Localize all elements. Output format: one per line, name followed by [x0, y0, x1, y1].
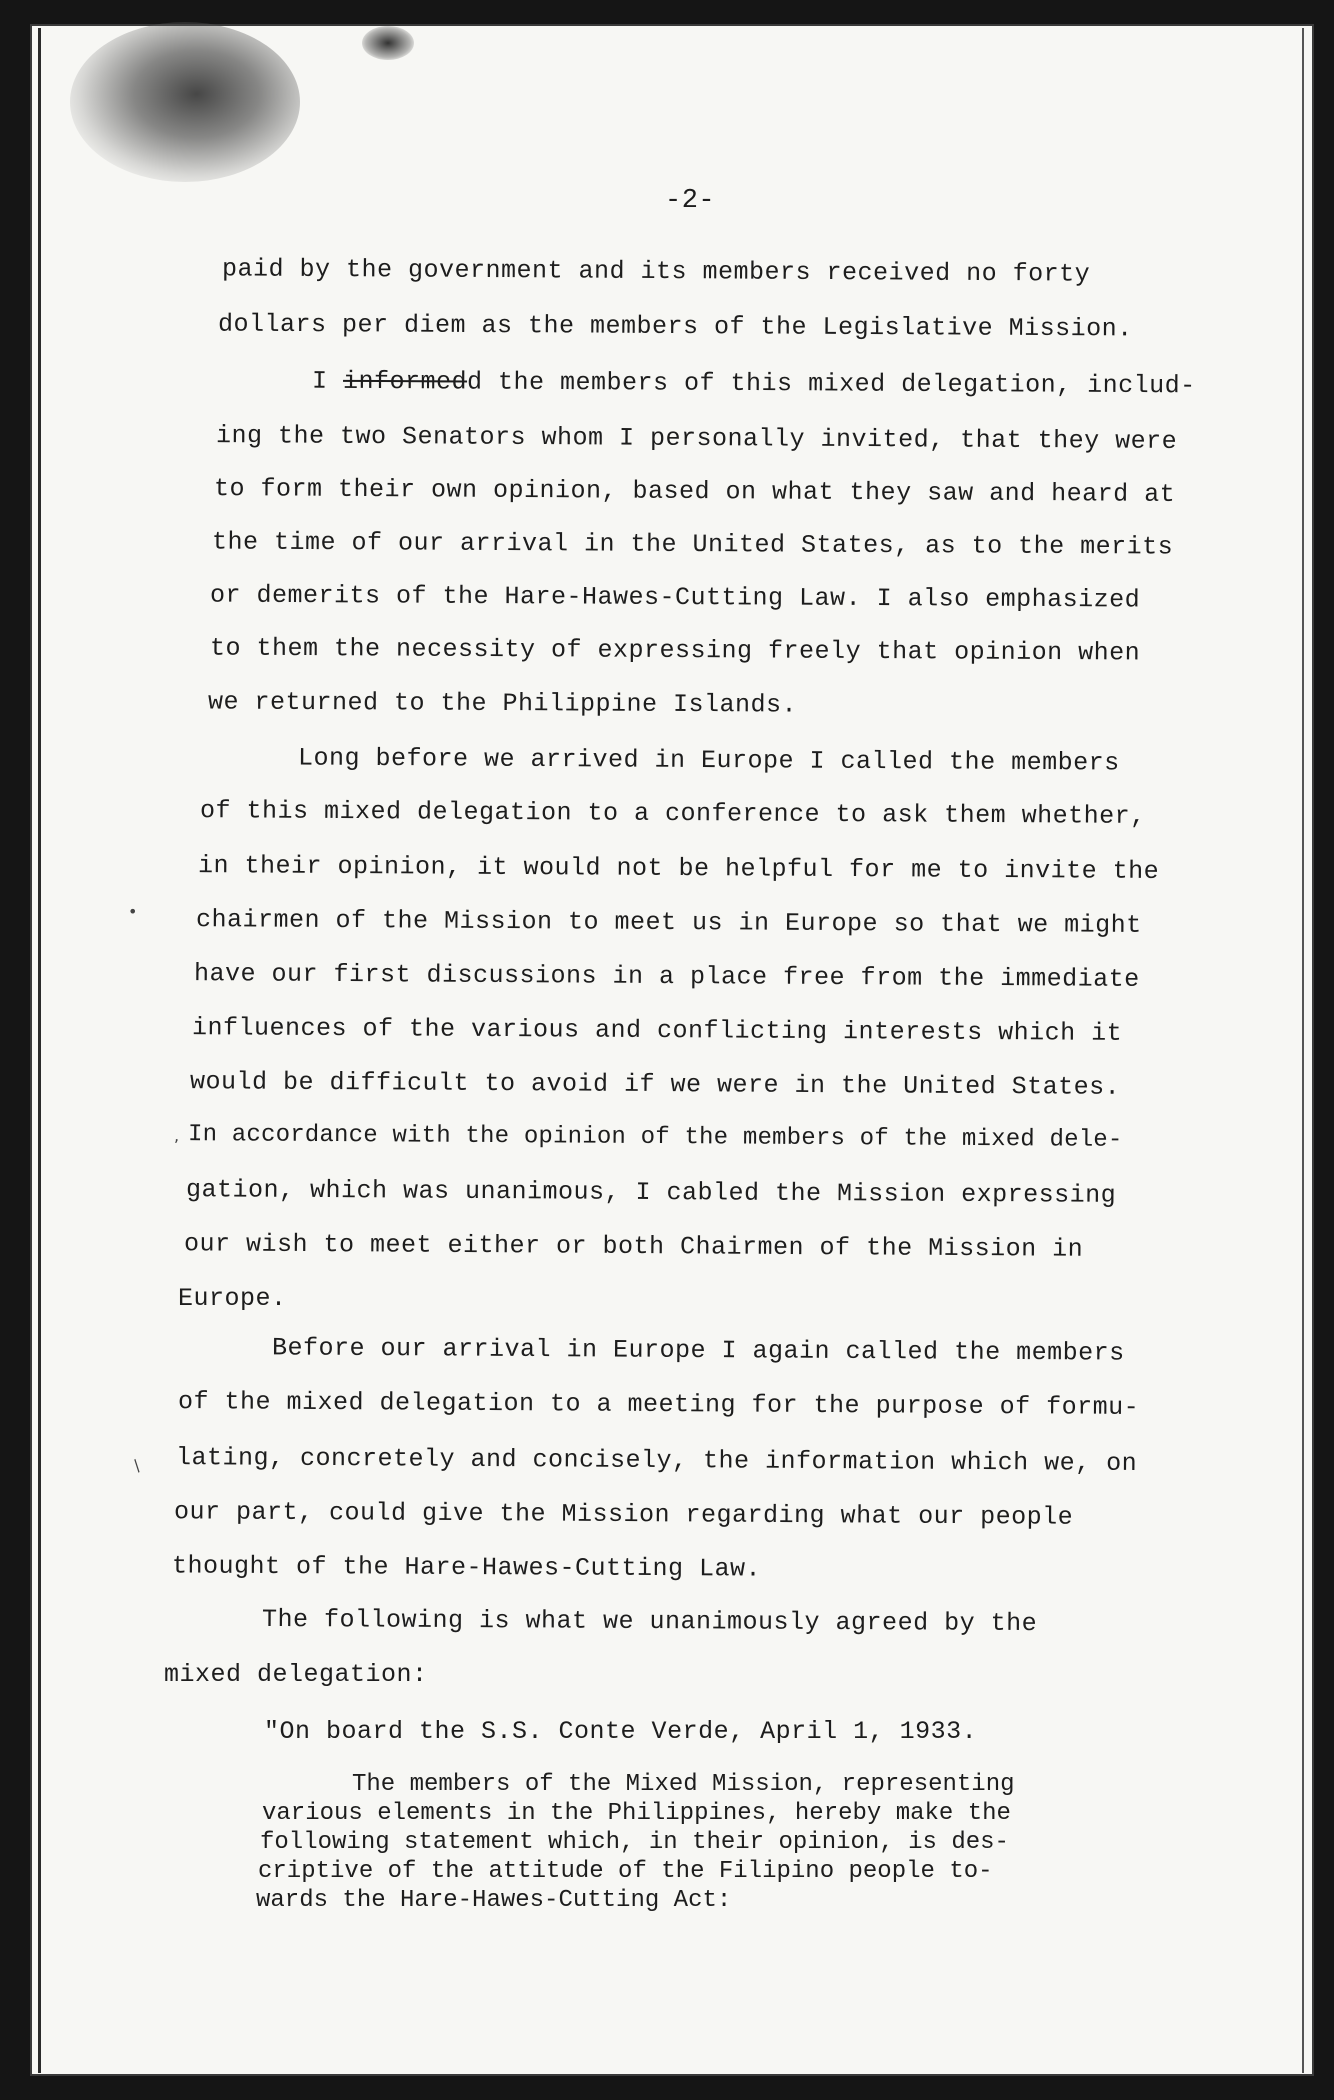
- text-line: Europe.: [178, 1284, 287, 1313]
- text-line: mixed delegation:: [164, 1660, 428, 1689]
- left-page-edge: [38, 28, 41, 2073]
- text-line: we returned to the Philippine Islands.: [207, 687, 798, 720]
- text-line: "On board the S.S. Conte Verde, April 1, 1933.: [264, 1717, 978, 1746]
- quote-line: The members of the Mixed Mission, representing: [352, 1771, 1015, 1798]
- quote-line: wards the Hare-Hawes-Cutting Act:: [256, 1887, 732, 1914]
- text-line: thought of the Hare-Hawes-Cutting Law.: [171, 1551, 762, 1584]
- text-line: paid by the government and its members received no forty: [221, 254, 1091, 289]
- text-line: chairmen of the Mission to meet us in Europe so that we might: [195, 905, 1142, 940]
- text-line: In accordance with the opinion of the members of the mixed dele-: [187, 1121, 1123, 1154]
- text-line: ing the two Senators whom I personally invited, that they were: [215, 421, 1178, 456]
- quote-line: criptive of the attitude of the Filipino people to-: [258, 1858, 993, 1885]
- text-line: dollars per diem as the members of the Legislative Mission.: [217, 309, 1133, 344]
- quote-line: various elements in the Philippines, hereby make the: [262, 1800, 1011, 1827]
- margin-mark: •: [128, 902, 138, 921]
- margin-mark: ,: [174, 1126, 180, 1145]
- text-fragment: I: [311, 366, 344, 396]
- text-fragment: d the members of this mixed delegation, includ-: [466, 367, 1196, 401]
- text-line: influences of the various and conflicting interests which it: [191, 1013, 1123, 1048]
- small-ink-stain: [362, 26, 414, 60]
- struck-word: informed: [342, 366, 468, 397]
- text-line: Before our arrival in Europe I again called the members: [271, 1333, 1125, 1368]
- text-line: in their opinion, it would not be helpful for me to invite the: [197, 851, 1160, 886]
- text-line: of this mixed delegation to a conference to ask them whether,: [199, 796, 1146, 831]
- text-line: The following is what we unanimously agreed by the: [261, 1604, 1038, 1639]
- quote-line: following statement which, in their opinion, is des-: [260, 1829, 1009, 1856]
- margin-mark: /: [129, 1456, 145, 1475]
- text-line: of the mixed delegation to a meeting for the purpose of formu-: [177, 1387, 1140, 1422]
- text-line: our wish to meet either or both Chairmen of the Mission in: [183, 1229, 1084, 1264]
- text-line: [312, 367, 1196, 401]
- text-line: lating, concretely and concisely, the information which we, on: [175, 1443, 1138, 1478]
- text-line: gation, which was unanimous, I cabled the Mission expressing: [185, 1175, 1117, 1210]
- text-line: have our first discussions in a place free from the immediate: [193, 959, 1140, 994]
- page-number: -2-: [665, 186, 716, 216]
- right-page-edge: [1302, 28, 1304, 2073]
- text-line: to them the necessity of expressing freely that opinion when: [209, 633, 1141, 668]
- text-line: our part, could give the Mission regarding what our people: [173, 1497, 1074, 1532]
- ink-stain: [70, 22, 300, 182]
- text-line: would be difficult to avoid if we were in the United States.: [189, 1067, 1121, 1102]
- text-line: Long before we arrived in Europe I called the members: [297, 743, 1120, 778]
- text-line: or demerits of the Hare-Hawes-Cutting Law. I also emphasized: [209, 580, 1141, 615]
- text-line: the time of our arrival in the United States, as to the merits: [211, 527, 1174, 562]
- text-line: to form their own opinion, based on what they saw and heard at: [213, 474, 1176, 509]
